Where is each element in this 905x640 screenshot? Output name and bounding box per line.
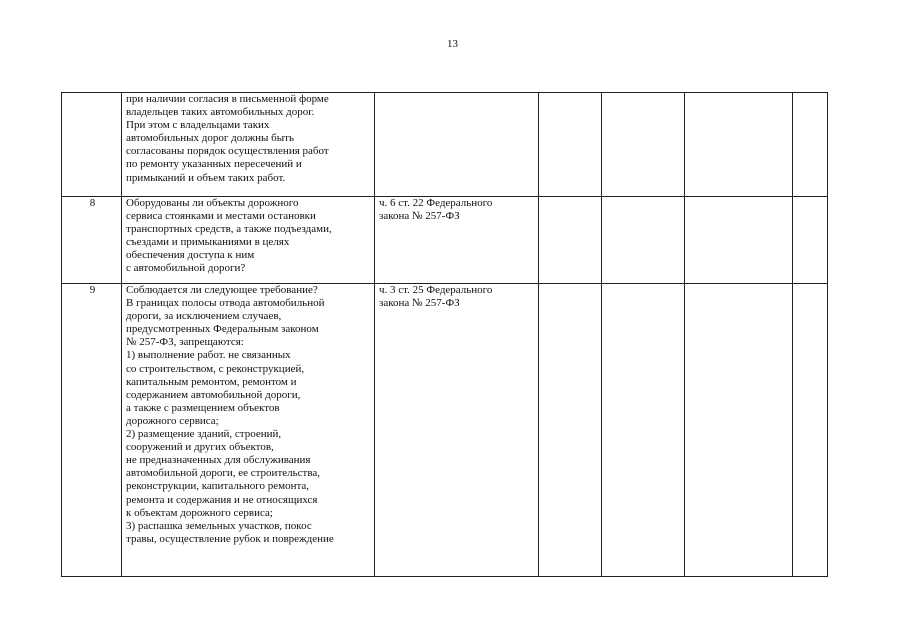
reference-line: ч. 6 ст. 22 Федерального xyxy=(379,197,493,209)
empty-cell xyxy=(685,93,793,197)
question-line: ремонта и содержания и не относящихся xyxy=(126,493,318,506)
question-line: содержанием автомобильной дороги, xyxy=(126,388,301,401)
question-line: с автомобильной дороги? xyxy=(126,262,246,275)
question-line: В границах полосы отвода автомобильной xyxy=(126,297,325,310)
question-line: по ремонту указанных пересечений и xyxy=(126,158,302,171)
reference-line: ч. 3 ст. 25 Федерального xyxy=(379,284,493,296)
question-line: капитальным ремонтом, ремонтом и xyxy=(126,375,297,388)
question-cell xyxy=(122,93,375,197)
reference-line: закона № 257-ФЗ xyxy=(379,297,460,310)
question-line: травы, осуществление рубок и повреждение xyxy=(126,532,334,545)
question-line: при наличии согласия в письменной форме xyxy=(126,93,329,105)
question-cell xyxy=(122,284,375,577)
question-line: дорожного сервиса; xyxy=(126,414,219,427)
empty-cell xyxy=(793,93,828,197)
question-line: примыканий и объем таких работ. xyxy=(126,171,286,184)
question-line: реконструкции, капитального ремонта, xyxy=(126,480,310,493)
question-line: не предназначенных для обслуживания xyxy=(126,454,311,467)
empty-cell xyxy=(602,197,685,284)
table-row xyxy=(62,93,828,197)
question-line: а также с размещением объектов xyxy=(126,401,280,414)
question-line: № 257-ФЗ, запрещаются: xyxy=(126,336,244,349)
checklist-table xyxy=(61,92,828,577)
empty-cell xyxy=(793,197,828,284)
page-number: 13 xyxy=(447,38,458,50)
question-cell xyxy=(122,197,375,284)
question-line: дороги, за исключением случаев, xyxy=(126,310,282,323)
question-line: обеспечения доступа к ним xyxy=(126,249,255,262)
empty-cell xyxy=(685,197,793,284)
question-line: автомобильных дорог должны быть xyxy=(126,132,294,145)
reference-cell xyxy=(375,284,539,577)
question-line: Оборудованы ли объекты дорожного xyxy=(126,197,299,209)
empty-cell xyxy=(539,284,602,577)
reference-line: закона № 257-ФЗ xyxy=(379,210,460,223)
question-line: сервиса стоянками и местами остановки xyxy=(126,210,316,223)
question-line: предусмотренных Федеральным законом xyxy=(126,323,319,336)
question-line: со строительством, с реконструкцией, xyxy=(126,362,305,375)
question-line: При этом с владельцами таких xyxy=(126,119,270,132)
empty-cell xyxy=(793,284,828,577)
question-line: 2) размещение зданий, строений, xyxy=(126,428,282,441)
question-line: Соблюдается ли следующее требование? xyxy=(126,284,318,296)
empty-cell xyxy=(539,93,602,197)
row-number: 8 xyxy=(62,197,122,284)
question-line: владельцев таких автомобильных дорог. xyxy=(126,106,315,119)
question-line: съездами и примыканиями в целях xyxy=(126,236,290,249)
question-line: автомобильной дороги, ее строительства, xyxy=(126,467,321,480)
empty-cell xyxy=(685,284,793,577)
question-line: согласованы порядок осуществления работ xyxy=(126,145,329,158)
reference-cell xyxy=(375,93,539,197)
question-line: транспортных средств, а также подъездами, xyxy=(126,223,332,236)
empty-cell xyxy=(539,197,602,284)
row-number: 9 xyxy=(62,284,122,577)
row-number xyxy=(62,93,122,197)
question-line: сооружений и других объектов, xyxy=(126,441,274,454)
empty-cell xyxy=(602,284,685,577)
question-line: 3) распашка земельных участков, покос xyxy=(126,519,312,532)
empty-cell xyxy=(602,93,685,197)
question-line: к объектам дорожного сервиса; xyxy=(126,506,273,519)
question-line: 1) выполнение работ. не связанных xyxy=(126,349,291,362)
table-row xyxy=(62,197,828,284)
table-row xyxy=(62,284,828,577)
reference-cell xyxy=(375,197,539,284)
